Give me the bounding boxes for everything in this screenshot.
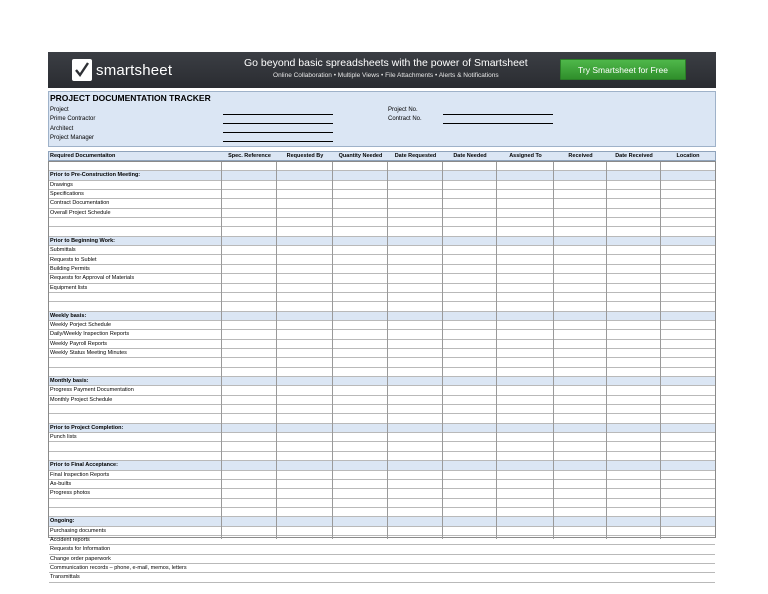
table-row[interactable]	[49, 405, 715, 414]
table-row[interactable]	[49, 527, 715, 536]
document-label: Submittals	[50, 247, 76, 254]
documentation-table	[48, 161, 716, 581]
document-label: Progress photos	[50, 490, 91, 497]
column-divider	[606, 162, 607, 539]
document-label: Progress Payment Documentation	[50, 387, 134, 394]
document-label: As-builts	[50, 480, 72, 487]
project-info-section	[48, 91, 716, 147]
document-label: Drawings	[50, 181, 73, 188]
document-label: Change order paperwork	[50, 555, 111, 562]
document-label: Daily/Weekly Inspection Reports	[50, 331, 130, 338]
table-row[interactable]	[49, 489, 715, 498]
document-label: Overall Project Schedule	[50, 209, 111, 216]
column-divider	[276, 162, 277, 539]
prime-contractor-field-line[interactable]	[223, 123, 333, 124]
table-row[interactable]	[49, 471, 715, 480]
column-header: Spec. Reference	[228, 153, 271, 159]
section-header-row[interactable]	[49, 424, 715, 433]
section-label: Ongoing:	[50, 518, 75, 525]
table-row[interactable]	[49, 564, 715, 573]
table-row[interactable]	[49, 340, 715, 349]
tagline	[244, 57, 528, 79]
column-header: Assigned To	[509, 153, 542, 159]
document-label: Weekly Payroll Reports	[50, 340, 108, 347]
section-label: Weekly basis:	[50, 312, 87, 319]
table-row[interactable]	[49, 443, 715, 452]
table-row[interactable]	[49, 358, 715, 367]
table-row[interactable]	[49, 293, 715, 302]
table-row[interactable]	[49, 190, 715, 199]
section-header-row[interactable]	[49, 237, 715, 246]
smartsheet-logo[interactable]	[72, 58, 172, 82]
column-header: Date Requested	[394, 153, 437, 159]
table-row[interactable]	[49, 414, 715, 423]
column-header: Date Received	[615, 153, 653, 159]
table-row[interactable]	[49, 433, 715, 442]
document-label: Final Inspection Reports	[50, 471, 110, 478]
document-label: Weekly Status Meeting Minutes	[50, 350, 127, 356]
section-header-row[interactable]	[49, 171, 715, 180]
table-row[interactable]	[49, 181, 715, 190]
project-field-line[interactable]	[223, 114, 333, 115]
field-label-project-manager: Project Manager	[50, 135, 95, 141]
column-header: Received	[568, 153, 593, 159]
table-row[interactable]	[49, 499, 715, 508]
section-header-row[interactable]	[49, 377, 715, 386]
table-row[interactable]	[49, 480, 715, 489]
table-row[interactable]	[49, 199, 715, 208]
document-label: Building Permits	[50, 265, 90, 272]
document-label: Requests to Sublet	[50, 256, 97, 263]
document-label: Purchasing documents	[50, 527, 106, 534]
project-no-field-line[interactable]	[443, 114, 553, 115]
field-label-architect: Architect	[50, 126, 74, 132]
document-label: Weekly Porject Schedule	[50, 321, 112, 328]
section-header-row[interactable]	[49, 312, 715, 321]
tagline-main: Go beyond basic spreadsheets with the power of Smartsheet	[244, 57, 528, 69]
field-label-prime-contractor: Prime Contractor	[50, 116, 96, 122]
logo-text: smartsheet	[96, 61, 173, 79]
table-header	[48, 151, 716, 161]
column-header: Required Documentaiton	[50, 153, 116, 159]
document-label: Transmittals	[50, 574, 80, 581]
table-row[interactable]	[49, 545, 715, 554]
table-row[interactable]	[49, 508, 715, 517]
try-smartsheet-button[interactable]: Try Smartsheet for Free	[560, 59, 686, 80]
document-label: Equipment lists	[50, 284, 88, 291]
table-row[interactable]	[49, 302, 715, 311]
document-label: Punch lists	[50, 434, 77, 441]
table-row[interactable]	[49, 536, 715, 545]
table-row[interactable]	[49, 349, 715, 358]
table-row[interactable]	[49, 265, 715, 274]
section-label: Prior to Project Completion:	[50, 424, 124, 431]
architect-field-line[interactable]	[223, 132, 333, 133]
tagline-features: Online Collaboration • Multiple Views • File Attachments • Alerts & Notifications	[273, 72, 499, 79]
table-row[interactable]	[49, 256, 715, 265]
column-divider	[442, 162, 443, 539]
column-divider	[553, 162, 554, 539]
project-manager-field-line[interactable]	[223, 141, 333, 142]
document-label: Communication records – phone, e-mail, memos, letters	[50, 565, 187, 572]
table-row[interactable]	[49, 284, 715, 293]
table-row[interactable]	[49, 368, 715, 377]
column-divider	[496, 162, 497, 539]
table-row[interactable]	[49, 274, 715, 283]
table-row[interactable]	[49, 452, 715, 461]
table-row[interactable]	[49, 386, 715, 395]
column-divider	[387, 162, 388, 539]
document-label: Contract Documentation	[50, 200, 110, 207]
checkmark-logo-icon	[72, 59, 92, 81]
section-label: Prior to Pre-Construction Meeting:	[50, 172, 141, 179]
table-row[interactable]	[49, 162, 715, 171]
column-divider	[221, 162, 222, 539]
field-label-project: Project	[50, 107, 69, 113]
section-label: Prior to Beginning Work:	[50, 237, 115, 244]
column-header: Quantity Needed	[338, 153, 383, 159]
document-label: Specifications	[50, 191, 84, 198]
section-header-row[interactable]	[49, 461, 715, 470]
document-label: Requests for Information	[50, 546, 111, 553]
table-row[interactable]	[49, 218, 715, 227]
field-label-project-no: Project No.	[388, 107, 418, 113]
table-row[interactable]	[49, 321, 715, 330]
table-row[interactable]	[49, 246, 715, 255]
table-row[interactable]	[49, 330, 715, 339]
section-header-row[interactable]	[49, 517, 715, 526]
section-label: Monthly basis:	[50, 378, 89, 385]
table-row[interactable]	[49, 573, 715, 582]
table-row[interactable]	[49, 555, 715, 564]
field-label-contract-no: Contract No.	[388, 116, 422, 122]
promo-banner	[48, 52, 716, 88]
column-divider	[660, 162, 661, 539]
table-row[interactable]	[49, 209, 715, 218]
table-row[interactable]	[49, 227, 715, 236]
column-header: Requested By	[286, 153, 324, 159]
document-label: Requests for Approval of Materials	[50, 275, 135, 282]
page-title: PROJECT DOCUMENTATION TRACKER	[50, 93, 211, 103]
column-divider	[332, 162, 333, 539]
section-label: Prior to Final Acceptance:	[50, 462, 118, 469]
document-label: Accident reports	[50, 537, 90, 543]
contract-no-field-line[interactable]	[443, 123, 553, 124]
column-header: Date Needed	[453, 153, 487, 159]
column-header: Location	[676, 153, 700, 159]
table-row[interactable]	[49, 396, 715, 405]
document-label: Monthly Project Schedule	[50, 396, 113, 403]
